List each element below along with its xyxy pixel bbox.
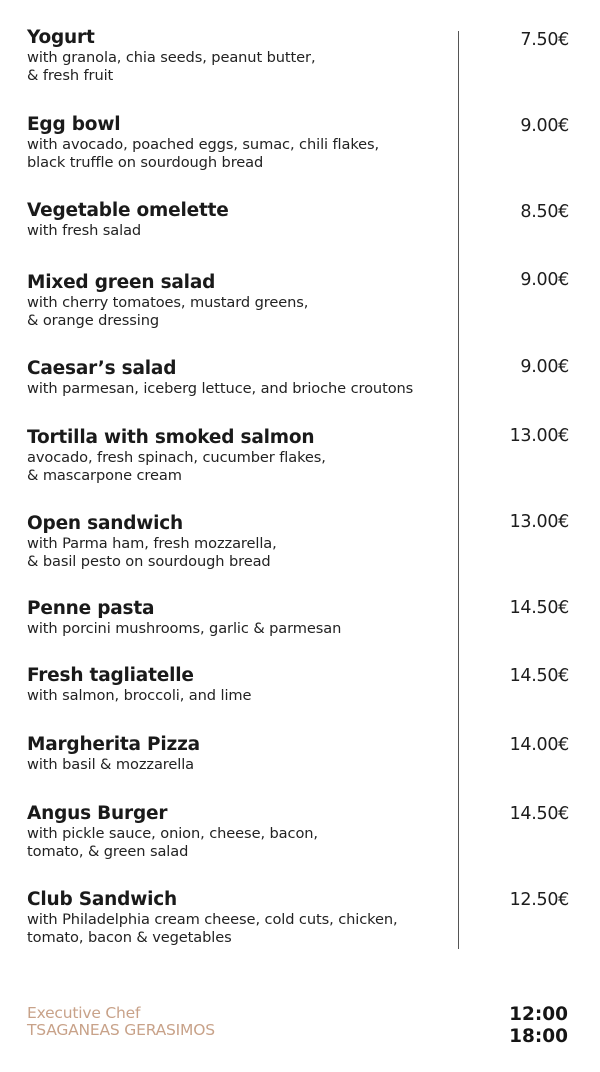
chef-title: Executive Chef: [27, 1004, 141, 1022]
menu-item-penne-pasta: [27, 598, 447, 638]
hours-open: 12:00: [509, 1004, 568, 1025]
item-name: Vegetable omelette: [27, 200, 229, 221]
item-price: 14.50€: [509, 598, 569, 618]
item-name: Caesar’s salad: [27, 358, 177, 379]
item-description: with parmesan, iceberg lettuce, and brioche croutons: [27, 380, 414, 397]
item-price: 7.50€: [520, 30, 569, 50]
item-price: 9.00€: [520, 357, 569, 377]
item-description: with porcini mushrooms, garlic & parmesan: [27, 620, 342, 637]
menu-item-caesars-salad: [27, 358, 447, 398]
item-price: 14.50€: [509, 804, 569, 824]
item-name: Club Sandwich: [27, 889, 177, 910]
menu-item-tortilla-smoked-salmon: [27, 427, 447, 485]
item-description: with basil & mozzarella: [27, 756, 194, 773]
item-name: Penne pasta: [27, 598, 155, 619]
column-divider: [458, 31, 459, 949]
item-price: 9.00€: [520, 116, 569, 136]
item-name: Egg bowl: [27, 114, 121, 135]
item-price: 14.50€: [509, 666, 569, 686]
menu-item-yogurt: [27, 27, 447, 85]
item-name: Yogurt: [27, 27, 95, 48]
item-price: 9.00€: [520, 270, 569, 290]
item-name: Open sandwich: [27, 513, 184, 534]
item-description: with avocado, poached eggs, sumac, chili flakes, black truffle on sourdough bread: [27, 136, 380, 171]
menu-item-egg-bowl: [27, 114, 447, 172]
item-name: Margherita Pizza: [27, 734, 200, 755]
menu-item-fresh-tagliatelle: [27, 665, 447, 705]
item-price: 13.00€: [509, 512, 569, 532]
menu-item-margherita-pizza: [27, 734, 447, 774]
item-name: Tortilla with smoked salmon: [27, 427, 315, 448]
item-price: 12.50€: [509, 890, 569, 910]
menu-item-vegetable-omelette: [27, 200, 447, 240]
item-name: Mixed green salad: [27, 272, 216, 293]
menu-item-open-sandwich: [27, 513, 447, 571]
item-description: with granola, chia seeds, peanut butter, & fresh fruit: [27, 49, 316, 84]
item-price: 14.00€: [509, 735, 569, 755]
opening-hours: [509, 1004, 568, 1048]
item-name: Fresh tagliatelle: [27, 665, 194, 686]
item-price: 13.00€: [509, 426, 569, 446]
item-description: with cherry tomatoes, mustard greens, & orange dressing: [27, 294, 309, 329]
item-description: with Parma ham, fresh mozzarella, & basil pesto on sourdough bread: [27, 535, 277, 570]
item-price: 8.50€: [520, 202, 569, 222]
chef-name: TSAGANEAS GERASIMOS: [27, 1021, 215, 1039]
menu-item-angus-burger: [27, 803, 447, 861]
item-name: Angus Burger: [27, 803, 168, 824]
item-description: with Philadelphia cream cheese, cold cuts, chicken, tomato, bacon & vegetables: [27, 911, 398, 946]
menu-item-club-sandwich: [27, 889, 447, 947]
item-description: avocado, fresh spinach, cucumber flakes, & mascarpone cream: [27, 449, 326, 484]
menu-item-mixed-green-salad: [27, 272, 447, 330]
item-description: with salmon, broccoli, and lime: [27, 687, 252, 704]
item-description: with pickle sauce, onion, cheese, bacon, tomato, & green salad: [27, 825, 318, 860]
item-description: with fresh salad: [27, 222, 142, 239]
hours-close: 18:00: [509, 1026, 568, 1047]
